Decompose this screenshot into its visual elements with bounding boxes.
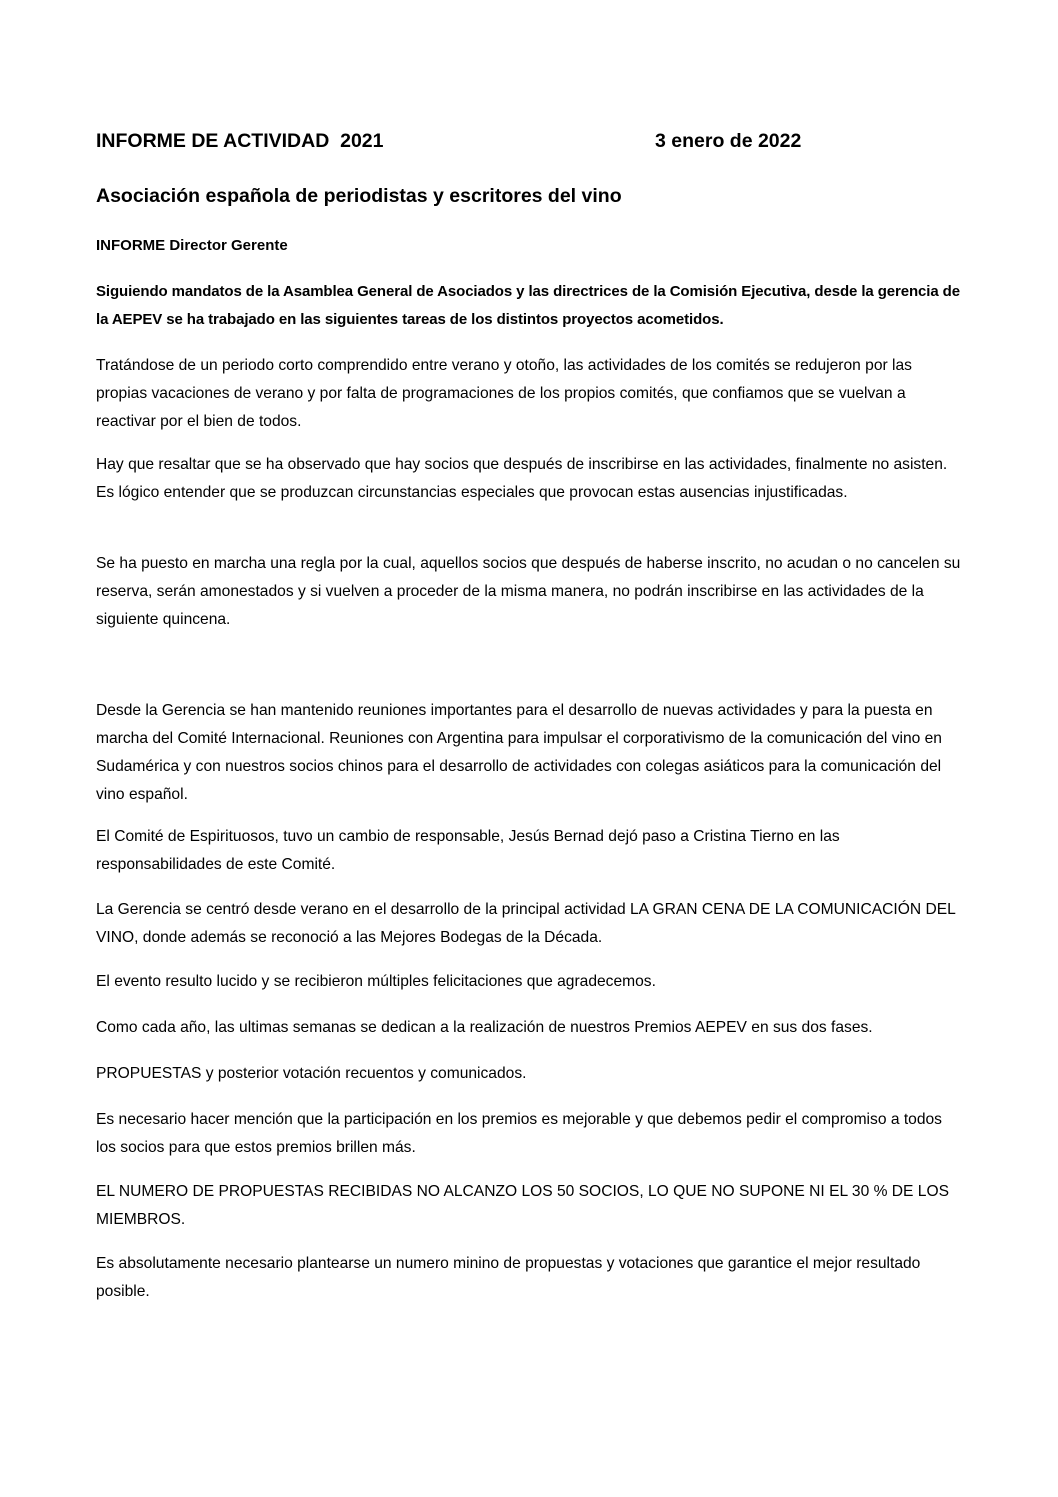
body-paragraph: Es absolutamente necesario plantearse un numero minino de propuestas y votaciones que garantice el mejor resultado posible. (96, 1255, 921, 1300)
body-paragraph: El Comité de Espirituosos, tuvo un cambio de responsable, Jesús Bernad dejó paso a Cristina Tierno en las responsabilidades de este Comité. (96, 828, 840, 873)
body-paragraph: La Gerencia se centró desde verano en el desarrollo de la principal actividad LA GRAN CENA DE LA COMUNICACIÓN DEL VINO, donde además se reconoció a las Mejores Bodegas de la Década. (96, 901, 956, 946)
section-heading: INFORME Director Gerente (96, 237, 288, 254)
body-paragraph: Desde la Gerencia se han mantenido reuniones importantes para el desarrollo de nuevas actividades y para la puesta en marcha del Comité Internacional. Reuniones con Argentina para impulsar el corporativismo de la comunicación del vino en Sudamérica y con nuestros socios chinos para el desarrollo de actividades con colegas asiáticos para la comunicación del vino español. (96, 702, 942, 803)
body-paragraph: Hay que resaltar que se ha observado que hay socios que después de inscribirse en las actividades, finalmente no asisten. Es lógico entender que se produzcan circunstancias especiales que provocan estas ausencias injustificadas. (96, 456, 948, 501)
body-paragraph: Tratándose de un periodo corto comprendido entre verano y otoño, las actividades de los comités se redujeron por las propias vacaciones de verano y por falta de programaciones de los propios comités, que confiamos que se vuelvan a reactivar por el bien de todos. (96, 357, 912, 430)
body-paragraph: PROPUESTAS y posterior votación recuentos y comunicados. (96, 1065, 527, 1082)
body-paragraph: EL NUMERO DE PROPUESTAS RECIBIDAS NO ALCANZO LOS 50 SOCIOS, LO QUE NO SUPONE NI EL 30 % DE LOS MIEMBROS. (96, 1183, 949, 1228)
organization-name: Asociación española de periodistas y escritores del vino (96, 185, 622, 207)
document-page (96, 130, 976, 1300)
intro-paragraph: Siguiendo mandatos de la Asamblea General de Asociados y las directrices de la Comisión Ejecutiva, desde la gerencia de la AEPEV se ha trabajado en las siguientes tareas de los distintos proyectos acometidos. (96, 283, 960, 328)
body-paragraph: El evento resulto lucido y se recibieron múltiples felicitaciones que agradecemos. (96, 973, 656, 990)
title-row (96, 130, 976, 160)
report-title: INFORME DE ACTIVIDAD 2021 (96, 130, 384, 152)
body-paragraph: Se ha puesto en marcha una regla por la cual, aquellos socios que después de haberse inscrito, no acudan o no cancelen su reserva, serán amonestados y si vuelven a proceder de la misma manera, no podrán inscribirse en las actividades de la siguiente quincena. (96, 555, 961, 628)
body-paragraph: Como cada año, las ultimas semanas se dedican a la realización de nuestros Premios AEPEV en sus dos fases. (96, 1019, 873, 1036)
report-date: 3 enero de 2022 (655, 130, 802, 152)
body-paragraph: Es necesario hacer mención que la participación en los premios es mejorable y que debemos pedir el compromiso a todos los socios para que estos premios brillen más. (96, 1111, 942, 1156)
